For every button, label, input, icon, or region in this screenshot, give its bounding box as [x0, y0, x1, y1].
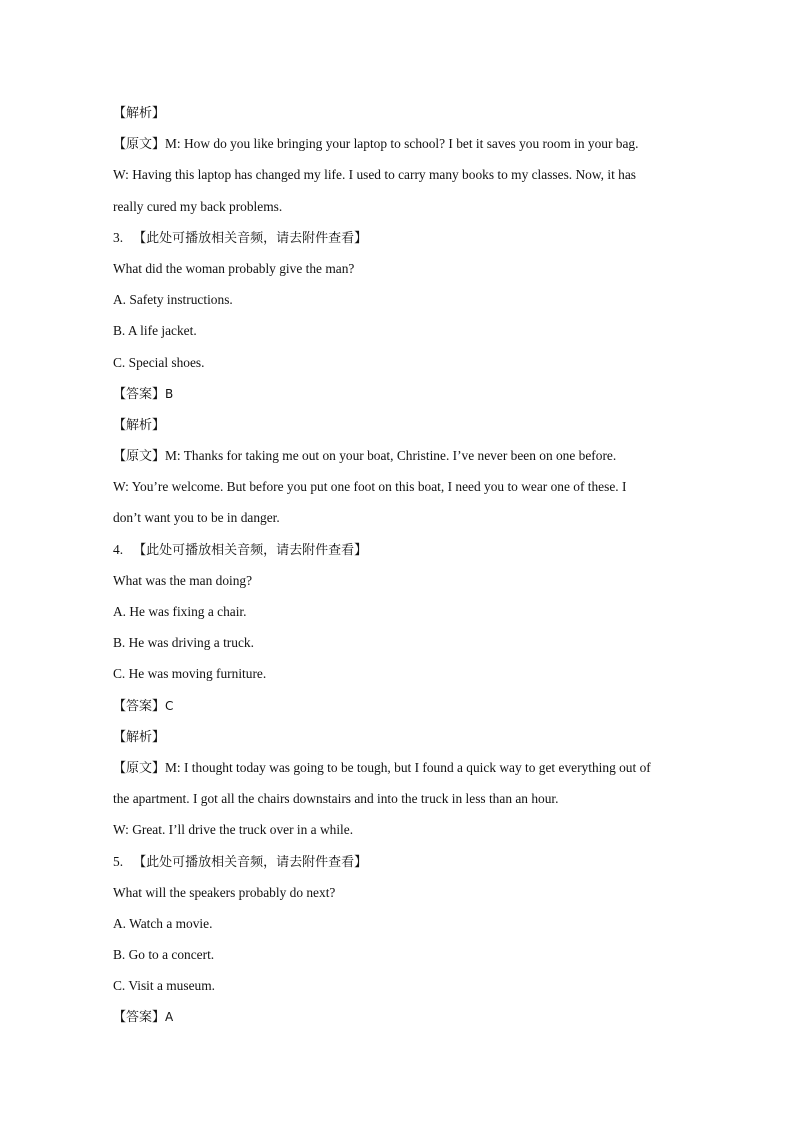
option-item: B. He was driving a truck. — [113, 635, 254, 651]
answer-line: 【答案】C — [113, 698, 174, 714]
option-item: A. Watch a movie. — [113, 915, 213, 931]
answer-line: 【答案】A — [113, 1010, 174, 1026]
option-item: A. He was fixing a chair. — [113, 604, 247, 619]
question-text: What will the speakers probably do next? — [113, 884, 336, 900]
audio-placeholder: 【此处可播放相关音频，请去附件查看】 — [133, 854, 368, 870]
analysis-heading: 【解析】 — [113, 729, 166, 745]
audio-placeholder: 【此处可播放相关音频，请去附件查看】 — [133, 542, 368, 558]
audio-placeholder: 【此处可播放相关音频，请去附件查看】 — [133, 230, 368, 246]
transcript-line: 【原文】M: How do you like bringing your laptop to school? I bet it saves you room in your bag. — [113, 136, 639, 153]
question-header: 5. 【此处可播放相关音频，请去附件查看】 — [113, 853, 368, 870]
transcript-line: 【原文】M: I thought today was going to be tough, but I found a quick way to get everything out of — [113, 759, 651, 776]
option-item: B. A life jacket. — [113, 323, 197, 339]
option-item: A. Safety instructions. — [113, 292, 233, 308]
transcript-line: W: You’re welcome. But before you put one foot on this boat, I need you to wear one of these. I — [113, 479, 627, 495]
question-text: What did the woman probably give the man? — [113, 260, 355, 276]
option-item: C. He was moving furniture. — [113, 666, 267, 682]
transcript-line: the apartment. I got all the chairs downstairs and into the truck in less than an hour. — [113, 791, 559, 807]
transcript-line: W: Having this laptop has changed my life. I used to carry many books to my classes. Now, it has — [113, 167, 636, 183]
option-item: B. Go to a concert. — [113, 947, 215, 963]
answer-line: 【答案】B — [113, 386, 174, 402]
question-header: 4. 【此处可播放相关音频，请去附件查看】 — [113, 541, 368, 558]
analysis-heading: 【解析】 — [113, 106, 166, 121]
transcript-line: don’t want you to be in danger. — [113, 510, 280, 526]
question-text: What was the man doing? — [113, 572, 253, 588]
option-item: C. Special shoes. — [113, 354, 205, 370]
transcript-line: 【原文】M: Thanks for taking me out on your boat, Christine. I’ve never been on one before. — [113, 448, 617, 465]
transcript-line: W: Great. I’ll drive the truck over in a while. — [113, 822, 354, 838]
document-body — [113, 97, 703, 1033]
question-header: 3. 【此处可播放相关音频，请去附件查看】 — [113, 229, 368, 246]
analysis-heading: 【解析】 — [113, 417, 166, 433]
option-item: C. Visit a museum. — [113, 978, 215, 994]
transcript-line: really cured my back problems. — [113, 198, 283, 214]
